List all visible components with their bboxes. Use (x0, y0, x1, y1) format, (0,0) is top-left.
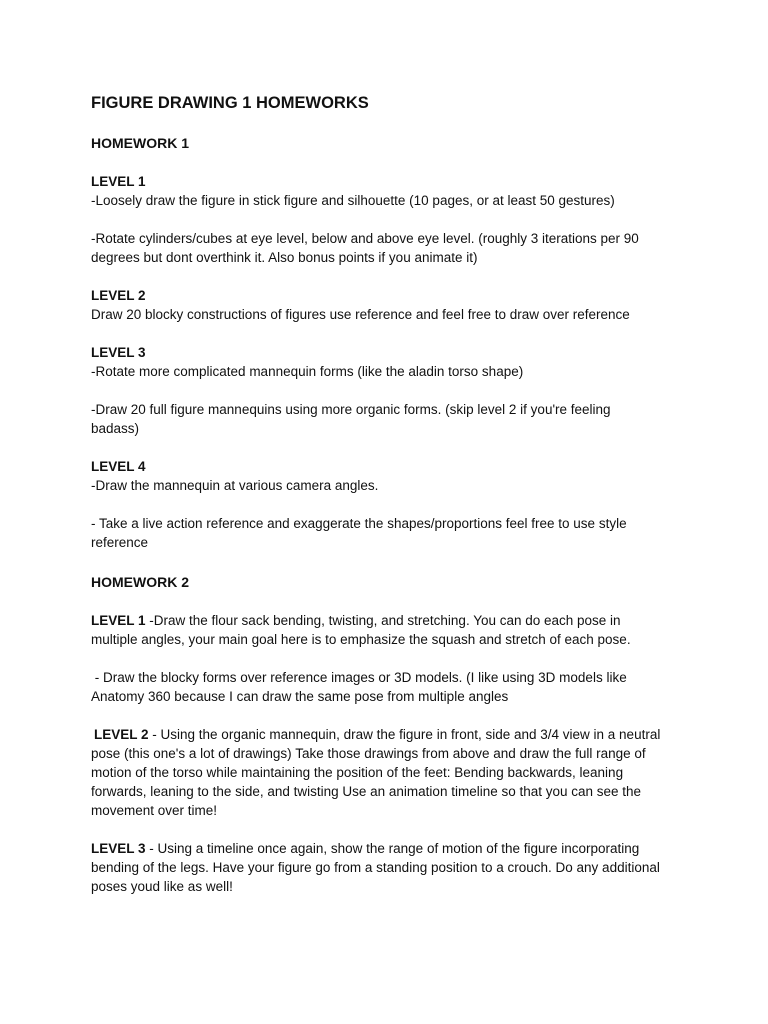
hw2-level-1-text-1a (91, 611, 691, 630)
hw2-level-3-text-1b: bending of the legs. Have your figure go from a standing position to a crouch. Do any additional (91, 860, 660, 875)
hw1-level-1 (91, 172, 691, 267)
hw1-level-2-text-1: Draw 20 blocky constructions of figures use reference and feel free to draw over reference (91, 307, 630, 322)
hw2-level-2-text-1a-body: - Using the organic mannequin, draw the figure in front, side and 3/4 view in a neutral (148, 727, 661, 742)
hw1-level-3-text-2b: badass) (91, 421, 140, 436)
hw1-level-3 (91, 343, 691, 438)
hw1-level-3-text-1: -Rotate more complicated mannequin forms (like the aladin torso shape) (91, 364, 524, 379)
hw2-level-2-label: LEVEL 2 (94, 727, 149, 742)
homework-1-section (91, 134, 691, 552)
hw1-level-4-text-2a: - Take a live action reference and exaggerate the shapes/proportions feel free to use style (91, 516, 627, 531)
hw1-level-4-text-1: -Draw the mannequin at various camera angles. (91, 478, 379, 493)
hw2-level-2-text-1d: forwards, leaning to the side, and twisting Use an animation timeline so that you can see the (91, 784, 642, 799)
hw1-level-4-label: LEVEL 4 (91, 459, 146, 474)
hw2-level-1-text-1b: multiple angles, your main goal here is to emphasize the squash and stretch of each pose. (91, 632, 631, 647)
homework-1-heading: HOMEWORK 1 (91, 135, 189, 151)
hw1-level-2 (91, 286, 691, 324)
hw1-level-1-text-1: -Loosely draw the figure in stick figure and silhouette (10 pages, or at least 50 gestures) (91, 193, 615, 208)
hw1-level-3-text-2a: -Draw 20 full figure mannequins using more organic forms. (skip level 2 if you're feeling (91, 402, 611, 417)
hw2-level-3-text-1a (91, 839, 691, 858)
hw1-level-1-text-2a: -Rotate cylinders/cubes at eye level, below and above eye level. (roughly 3 iterations per 90 (91, 231, 639, 246)
homework-2-heading: HOMEWORK 2 (91, 574, 189, 590)
hw1-level-1-label: LEVEL 1 (91, 174, 146, 189)
hw2-level-1 (91, 611, 691, 706)
hw1-level-2-label: LEVEL 2 (91, 288, 146, 303)
hw2-level-1-label: LEVEL 1 (91, 613, 146, 628)
hw1-level-3-label: LEVEL 3 (91, 345, 146, 360)
document-page (91, 92, 691, 896)
hw2-level-2 (91, 725, 691, 820)
hw2-level-3-text-1a-body: - Using a timeline once again, show the range of motion of the figure incorporating (145, 841, 640, 856)
hw2-level-2-text-1b: pose (this one's a lot of drawings) Take those drawings from above and draw the full range of (91, 746, 646, 761)
hw2-level-1-text-2b: Anatomy 360 because I can draw the same pose from multiple angles (91, 689, 509, 704)
hw1-level-4-text-2b: reference (91, 535, 149, 550)
document-title: FIGURE DRAWING 1 HOMEWORKS (91, 94, 369, 112)
hw2-level-1-text-1a-body: -Draw the flour sack bending, twisting, and stretching. You can do each pose in (145, 613, 621, 628)
hw2-level-2-text-1e: movement over time! (91, 803, 218, 818)
homework-2-section (91, 573, 691, 896)
hw2-level-3-label: LEVEL 3 (91, 841, 146, 856)
hw2-level-3 (91, 839, 691, 896)
hw1-level-1-text-2b: degrees but dont overthink it. Also bonus points if you animate it) (91, 250, 478, 265)
hw2-level-2-text-1a (91, 725, 691, 744)
hw2-level-1-text-2a: - Draw the blocky forms over reference images or 3D models. (I like using 3D models like (91, 670, 627, 685)
hw2-level-3-text-1c: poses youd like as well! (91, 879, 233, 894)
hw2-level-2-text-1c: motion of the torso while maintaining the position of the feet: Bending backwards, leaning (91, 765, 624, 780)
hw1-level-4 (91, 457, 691, 552)
